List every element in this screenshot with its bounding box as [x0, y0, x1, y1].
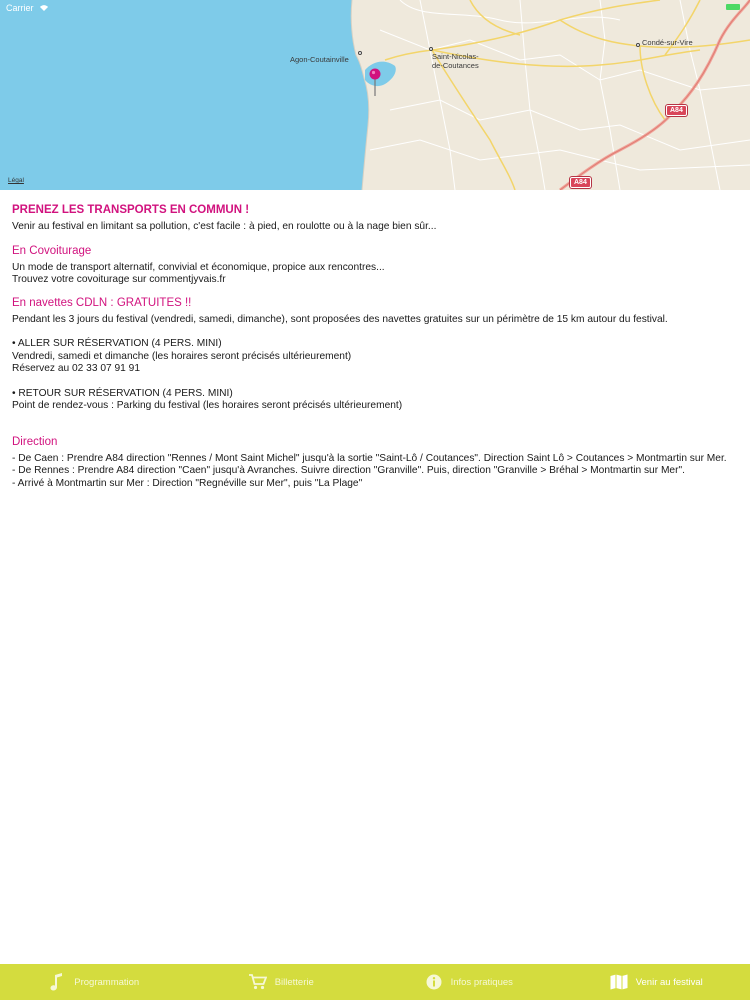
wifi-icon — [38, 3, 50, 12]
aller-line2: Réservez au 02 33 07 91 91 — [12, 363, 141, 374]
tab-label-infos-pratiques: Infos pratiques — [450, 976, 513, 988]
cart-icon — [249, 973, 267, 991]
battery-icon — [726, 4, 740, 10]
covoiturage-line1: Un mode de transport alternatif, convivial et économique, propice aux rencontres... — [12, 261, 385, 273]
town-dot-agon — [358, 51, 362, 55]
tab-bar — [0, 964, 750, 1000]
tab-programmation[interactable] — [0, 964, 188, 1000]
map-label-agon: Agon-Coutainville — [290, 55, 349, 64]
tab-label-venir-au-festival: Venir au festival — [635, 976, 703, 988]
info-icon — [425, 973, 443, 991]
status-carrier: Carrier — [6, 3, 34, 13]
map-label-saint-nicolas: Saint-Nicolas- de-Coutances — [432, 52, 479, 70]
content — [12, 203, 740, 490]
aller-title: • ALLER SUR RÉSERVATION (4 PERS. MINI) — [12, 338, 222, 349]
map-label-conde: Condé-sur-Vire — [642, 38, 693, 47]
tab-billetterie[interactable] — [188, 964, 376, 1000]
town-dot-conde — [636, 43, 640, 47]
heading-transport: PRENEZ LES TRANSPORTS EN COMMUN ! — [12, 204, 250, 216]
map-icon — [610, 973, 628, 991]
aller-line1: Vendredi, samedi et dimanche (les horaires seront précisés ultérieurement) — [12, 350, 352, 362]
heading-navettes: En navettes CDLN : GRATUITES !! — [12, 296, 192, 309]
navettes-text: Pendant les 3 jours du festival (vendredi, samedi, dimanche), sont proposées des navettes gratuites sur un périmètre de 15 km autour du festival. — [12, 313, 668, 325]
tab-venir-au-festival[interactable] — [563, 964, 750, 1000]
retour-line1: Point de rendez-vous : Parking du festival (les horaires seront précisés ultérieurement) — [12, 400, 403, 411]
transport-text: Venir au festival en limitant sa pollution, c'est facile : à pied, en roulotte ou à la nage bien sûr... — [12, 221, 437, 232]
road-shield-a84: A84 — [666, 105, 687, 116]
retour-title: • RETOUR SUR RÉSERVATION (4 PERS. MINI) — [12, 387, 233, 399]
tab-label-programmation: Programmation — [74, 976, 140, 988]
heading-covoiturage: En Covoiturage — [12, 244, 92, 257]
music-note-icon — [48, 973, 66, 991]
tab-label-billetterie: Billetterie — [274, 976, 314, 988]
heading-direction: Direction — [12, 435, 58, 448]
map-legal-link[interactable]: Légal — [8, 177, 24, 184]
map-pin-icon[interactable] — [369, 68, 383, 98]
direction-caen: - De Caen : Prendre A84 direction "Rennes / Mont Saint Michel" jusqu'à la sortie "Saint-Lô / Coutances". Direction Saint Lô > Coutances > Montmartin sur Mer. — [12, 452, 727, 464]
covoiturage-line2: Trouvez votre covoiturage sur commentjyvais.fr — [12, 274, 226, 285]
tab-infos-pratiques[interactable] — [375, 964, 563, 1000]
direction-rennes: - De Rennes : Prendre A84 direction "Caen" jusqu'à Avranches. Suivre direction "Granville". Puis, direction "Granville > Bréhal > Montmartin sur Mer". — [12, 465, 685, 476]
town-dot-saint-nicolas — [429, 47, 433, 51]
road-shield-a84-bottom: A84 — [570, 177, 591, 188]
map-view[interactable] — [0, 0, 750, 190]
direction-arrive: - Arrivé à Montmartin sur Mer : Direction "Regnéville sur Mer", puis "La Plage" — [12, 477, 363, 489]
